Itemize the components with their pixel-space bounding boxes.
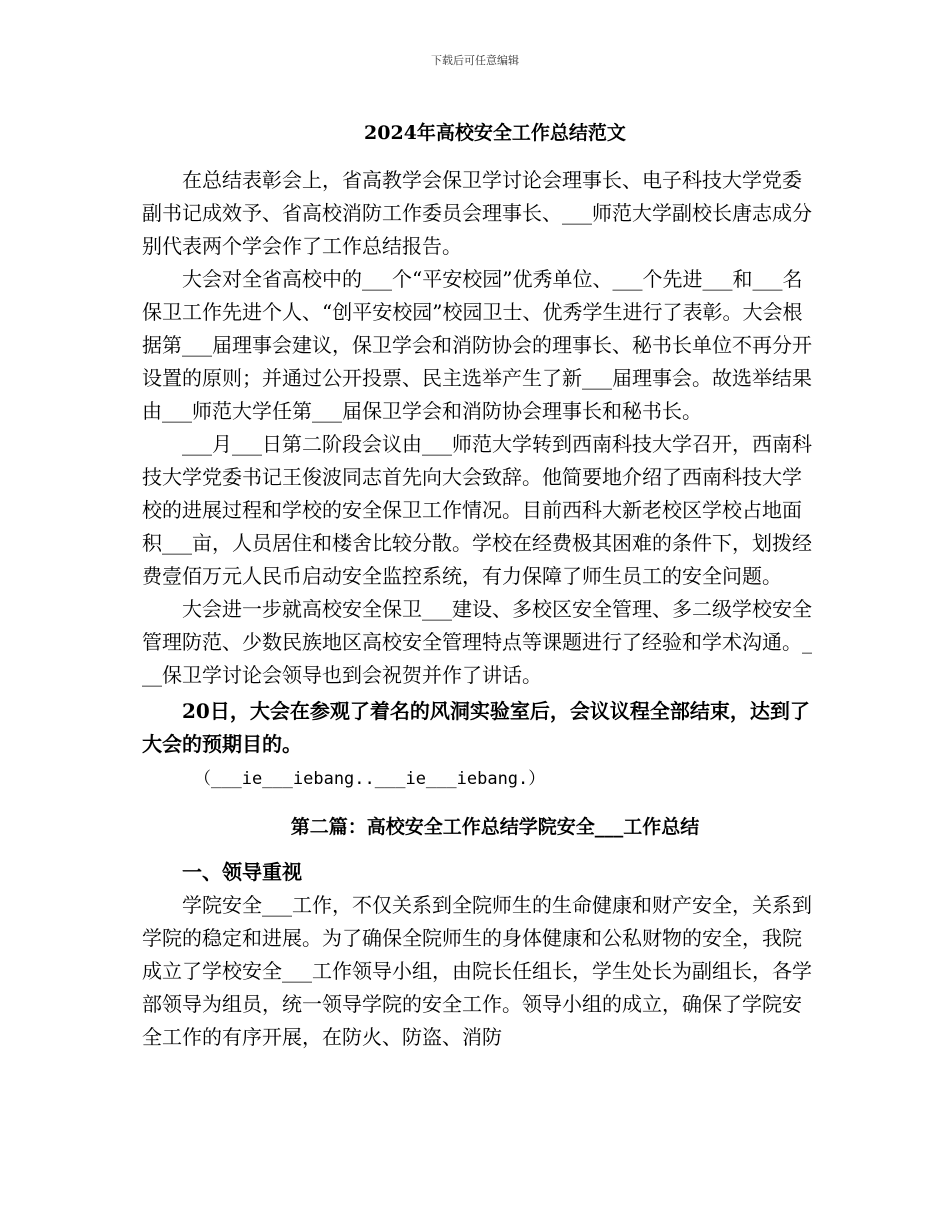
section-paragraph: 学院安全___工作，不仅关系到全院师生的生命健康和财产安全，关系到学院的稳定和进展。为了确保全院师生的身体健康和公私财物的安全，我院成立了学校安全___工作领导小组，由院长任组长，学生处长为副组长，各学部领导为组员，统一领导学院的安全工作。领导小组的成立，确保了学院安全工作的有序开展，在防火、防盗、消防 [142, 893, 812, 1049]
paragraph-3: ___月___日第二阶段会议由___师范大学转到西南科技大学召开，西南科技大学党委书记王俊波同志首先向大会致辞。他简要地介绍了西南科技大学校的进展过程和学校的安全保卫工作情况。目前西科大新老校区学校占地面积___亩，人员居住和楼舍比较分散。学校在经费极其困难的条件下，划拨经费壹佰万元人民币启动安全监控系统，有力保障了师生员工的安全问题。 [142, 432, 812, 588]
bold-paragraph: 20日，大会在参观了着名的风洞实验室后，会议议程全部结束，达到了大会的预期目的。 [142, 699, 810, 756]
reference-line: （___ie___iebang..___ie___iebang.） [194, 769, 546, 789]
section-title: 第二篇：高校安全工作总结学院安全___工作总结 [290, 816, 700, 838]
document-body [142, 118, 818, 1054]
document-title: 2024年高校安全工作总结范文 [364, 122, 626, 144]
paragraph-1: 在总结表彰会上，省高教学会保卫学讨论会理事长、电子科技大学党委副书记成效予、省高校消防工作委员会理事长、___师范大学副校长唐志成分别代表两个学会作了工作总结报告。 [142, 168, 812, 258]
subheading: 一、领导重视 [182, 860, 302, 884]
paragraph-4: 大会进一步就高校安全保卫___建设、多校区安全管理、多二级学校安全管理防范、少数民族地区高校安全管理特点等课题进行了经验和学术沟通。___保卫学讨论会领导也到会祝贺并作了讲话。 [142, 597, 812, 687]
paragraph-2: 大会对全省高校中的___个“平安校园”优秀单位、___个先进___和___名保卫工作先进个人、“创平安校园”校园卫士、优秀学生进行了表彰。大会根据第___届理事会建议，保卫学会和消防协会的理事长、秘书长单位不再分开设置的原则；并通过公开投票、民主选举产生了新___届理事会。故选举结果由___师范大学任第___届保卫学会和消防协会理事长和秘书长。 [142, 267, 812, 423]
header-note: 下载后可任意编辑 [431, 54, 519, 67]
